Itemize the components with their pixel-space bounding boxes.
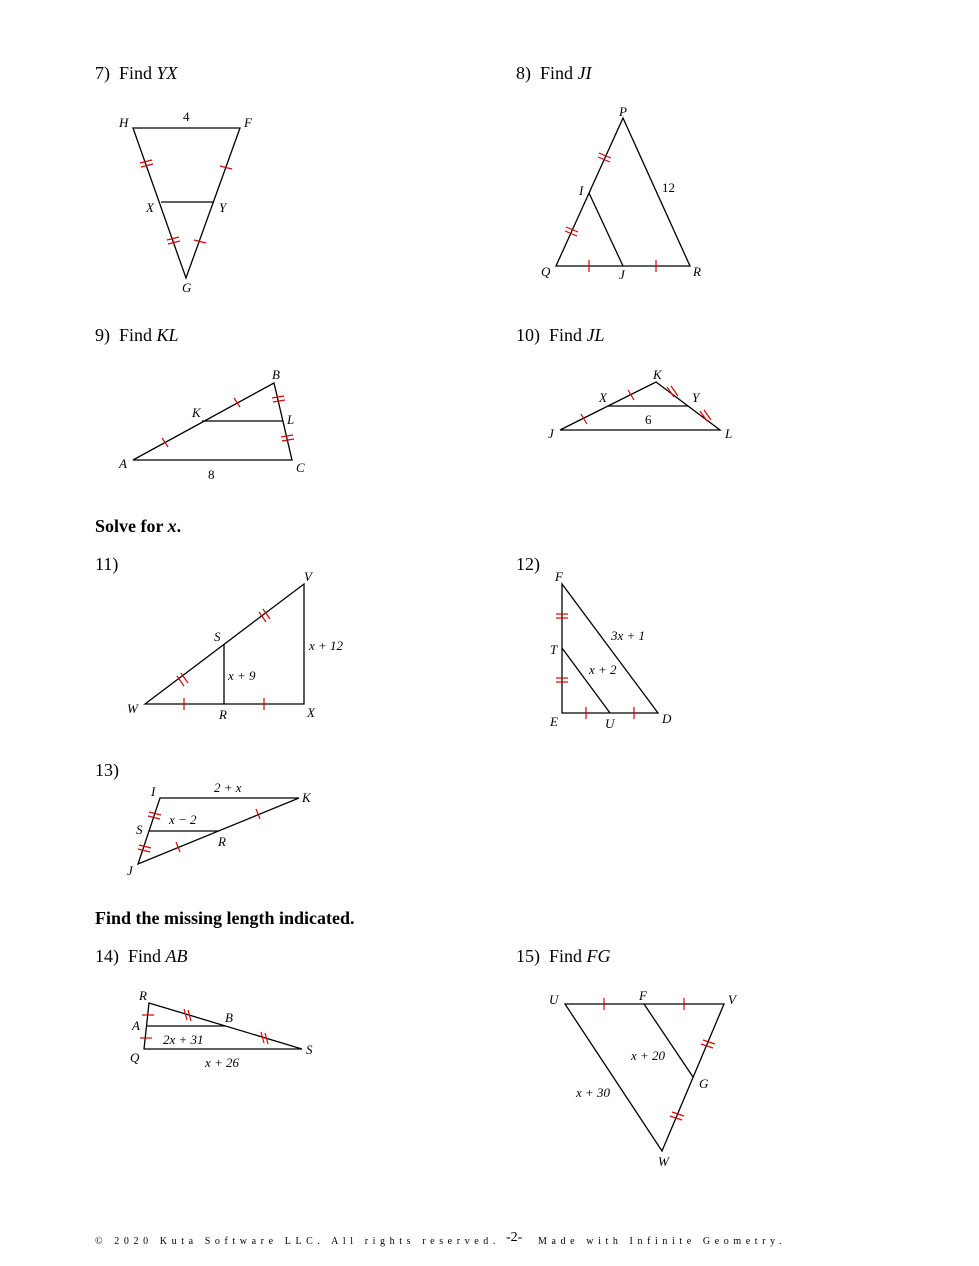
vertex-label: Y — [219, 200, 227, 215]
vertex-label: S — [136, 822, 143, 837]
section-variable: x — [167, 516, 177, 536]
vertex-label: R — [219, 707, 227, 722]
section-missing-length: Find the missing length indicated. — [95, 908, 355, 928]
problem-12-title: 12) — [516, 554, 540, 574]
figure-8-triangle — [556, 118, 690, 272]
vertex-label: E — [550, 714, 558, 729]
vertex-label: X — [307, 705, 315, 720]
vertex-label: I — [579, 183, 584, 198]
vertex-label: X — [599, 390, 607, 405]
figure-9-triangle — [133, 383, 294, 460]
expression-label: x + 9 — [228, 668, 256, 683]
problem-11-title: 11) — [95, 554, 119, 574]
figure-13-triangle — [138, 798, 299, 864]
section-solve-for-x — [95, 516, 181, 537]
vertex-label: U — [605, 716, 615, 731]
length-label: 4 — [183, 109, 190, 124]
vertex-label: W — [127, 701, 138, 716]
vertex-label: K — [192, 405, 201, 420]
footer-made-with: Made with Infinite Geometry. — [538, 1236, 787, 1247]
length-label: 12 — [662, 180, 675, 195]
target-segment: JI — [577, 63, 592, 83]
vertex-label: Y — [692, 390, 700, 405]
page-number: -2- — [506, 1230, 523, 1245]
expression-label: x + 26 — [205, 1055, 240, 1070]
find-word: Find — [119, 63, 153, 83]
vertex-label: J — [548, 426, 554, 441]
expression-label: x + 20 — [631, 1048, 666, 1063]
expression-label: x + 12 — [309, 638, 344, 653]
expression-label: x + 30 — [576, 1085, 611, 1100]
problem-8-title — [516, 63, 592, 84]
vertex-label: H — [119, 115, 129, 130]
problem-number: 14) — [95, 946, 119, 966]
expression-label: 3x + 1 — [611, 628, 646, 643]
vertex-label: A — [132, 1018, 140, 1033]
vertex-label: G — [182, 280, 192, 295]
problem-7-title — [95, 63, 178, 84]
expression-label: x + 2 — [589, 662, 617, 677]
vertex-label: L — [287, 412, 295, 427]
find-word: Find — [540, 63, 574, 83]
problem-number: 10) — [516, 325, 540, 345]
footer — [95, 1236, 500, 1247]
find-word: Find — [549, 325, 583, 345]
expression-label: 2 + x — [214, 780, 242, 795]
vertex-label: J — [127, 863, 133, 878]
vertex-label: C — [296, 460, 305, 475]
footer-copyright: © 2020 Kuta Software LLC. All rights reserved. — [95, 1236, 500, 1247]
find-word: Find — [549, 946, 583, 966]
vertex-label: K — [653, 367, 662, 382]
problem-14-title — [95, 946, 188, 967]
vertex-label: Q — [130, 1050, 140, 1065]
problem-number: 7) — [95, 63, 110, 83]
problem-number: 9) — [95, 325, 110, 345]
vertex-label: G — [699, 1076, 709, 1091]
expression-label: x − 2 — [169, 812, 197, 827]
target-segment: AB — [165, 946, 188, 966]
find-word: Find — [119, 325, 153, 345]
problem-15-title — [516, 946, 611, 967]
problem-10-title — [516, 325, 605, 346]
figure-11-triangle — [145, 584, 304, 710]
vertex-label: F — [244, 115, 252, 130]
length-label: 6 — [645, 412, 652, 427]
vertex-label: K — [302, 790, 311, 805]
expression-label: 2x + 31 — [163, 1032, 204, 1047]
vertex-label: V — [304, 569, 312, 584]
target-segment: KL — [156, 325, 179, 345]
vertex-label: R — [139, 988, 147, 1003]
target-segment: FG — [586, 946, 611, 966]
problem-9-title — [95, 325, 179, 346]
vertex-label: I — [151, 784, 156, 799]
vertex-label: F — [639, 988, 647, 1003]
find-word: Find — [128, 946, 162, 966]
vertex-label: D — [662, 711, 672, 726]
target-segment: JL — [586, 325, 605, 345]
vertex-label: R — [218, 834, 226, 849]
problem-number: 15) — [516, 946, 540, 966]
vertex-label: X — [146, 200, 154, 215]
vertex-label: W — [658, 1154, 669, 1169]
vertex-label: F — [555, 569, 563, 584]
vertex-label: A — [119, 456, 127, 471]
vertex-label: R — [693, 264, 701, 279]
vertex-label: B — [225, 1010, 233, 1025]
section-period: . — [176, 516, 182, 536]
vertex-label: U — [549, 992, 559, 1007]
problem-number: 8) — [516, 63, 531, 83]
figure-12-triangle — [556, 584, 658, 719]
vertex-label: L — [725, 426, 733, 441]
vertex-label: B — [272, 367, 280, 382]
vertex-label: J — [619, 267, 625, 282]
vertex-label: V — [728, 992, 736, 1007]
length-label: 8 — [208, 467, 215, 482]
vertex-label: T — [550, 642, 558, 657]
vertex-label: P — [619, 104, 627, 119]
section-text: Solve for — [95, 516, 164, 536]
problem-13-title: 13) — [95, 760, 119, 780]
vertex-label: Q — [541, 264, 551, 279]
target-segment: YX — [156, 63, 178, 83]
vertex-label: S — [214, 629, 221, 644]
figure-15-triangle — [565, 998, 724, 1151]
vertex-label: S — [306, 1042, 313, 1057]
